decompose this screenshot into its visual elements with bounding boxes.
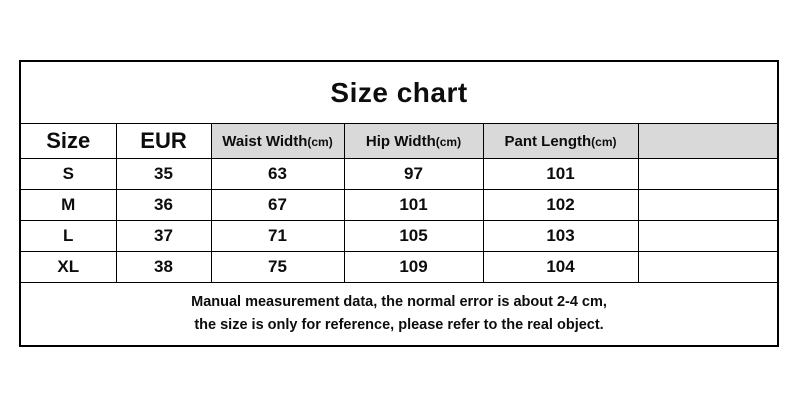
cell-empty xyxy=(638,190,778,221)
table-row-l xyxy=(20,221,778,252)
column-header-eur-label: EUR xyxy=(140,128,187,153)
column-header-pant-length-unit: (cm) xyxy=(591,134,617,149)
header-row xyxy=(20,124,778,159)
cell-hip-width: 97 xyxy=(344,159,483,190)
column-header-empty xyxy=(638,124,778,159)
table-row-m xyxy=(20,190,778,221)
column-header-eur xyxy=(116,124,211,159)
cell-pant-length: 102 xyxy=(483,190,638,221)
table-row-xl xyxy=(20,252,778,283)
footer-row xyxy=(20,283,778,347)
column-header-hip-width-unit: (cm) xyxy=(435,134,462,149)
cell-eur: 38 xyxy=(116,252,211,283)
title-row xyxy=(20,61,778,124)
cell-waist-width: 63 xyxy=(211,159,344,190)
column-header-pant-length-label: Pant Length xyxy=(504,132,592,150)
cell-empty xyxy=(638,159,778,190)
cell-waist-width: 71 xyxy=(211,221,344,252)
cell-hip-width: 105 xyxy=(344,221,483,252)
column-header-size xyxy=(20,124,116,159)
column-header-waist-width-label: Waist Width xyxy=(222,132,308,150)
cell-waist-width: 67 xyxy=(211,190,344,221)
cell-eur: 35 xyxy=(116,159,211,190)
column-header-size-label: Size xyxy=(46,128,91,153)
cell-pant-length: 103 xyxy=(483,221,638,252)
cell-pant-length: 101 xyxy=(483,159,638,190)
cell-empty xyxy=(638,252,778,283)
cell-waist-width: 75 xyxy=(211,252,344,283)
table-row-s xyxy=(20,159,778,190)
cell-size: XL xyxy=(20,252,116,283)
column-header-hip-width xyxy=(344,124,483,159)
column-header-pant-length xyxy=(483,124,638,159)
column-header-waist-width-unit: (cm) xyxy=(307,134,333,149)
disclaimer-line-2: the size is only for reference, please refer to the real object. xyxy=(194,317,604,333)
column-header-hip-width-label: Hip Width xyxy=(365,132,436,150)
cell-hip-width: 101 xyxy=(344,190,483,221)
cell-eur: 36 xyxy=(116,190,211,221)
cell-pant-length: 104 xyxy=(483,252,638,283)
size-chart-table xyxy=(19,60,779,347)
page-title: Size chart xyxy=(20,61,778,124)
cell-size: L xyxy=(20,221,116,252)
disclaimer-line-1: Manual measurement data, the normal error is about 2-4 cm, xyxy=(191,294,607,310)
size-chart-table-wrapper xyxy=(19,60,779,347)
cell-size: S xyxy=(20,159,116,190)
cell-hip-width: 109 xyxy=(344,252,483,283)
disclaimer-note xyxy=(20,283,778,347)
column-header-waist-width xyxy=(211,124,344,159)
cell-empty xyxy=(638,221,778,252)
cell-size: M xyxy=(20,190,116,221)
cell-eur: 37 xyxy=(116,221,211,252)
